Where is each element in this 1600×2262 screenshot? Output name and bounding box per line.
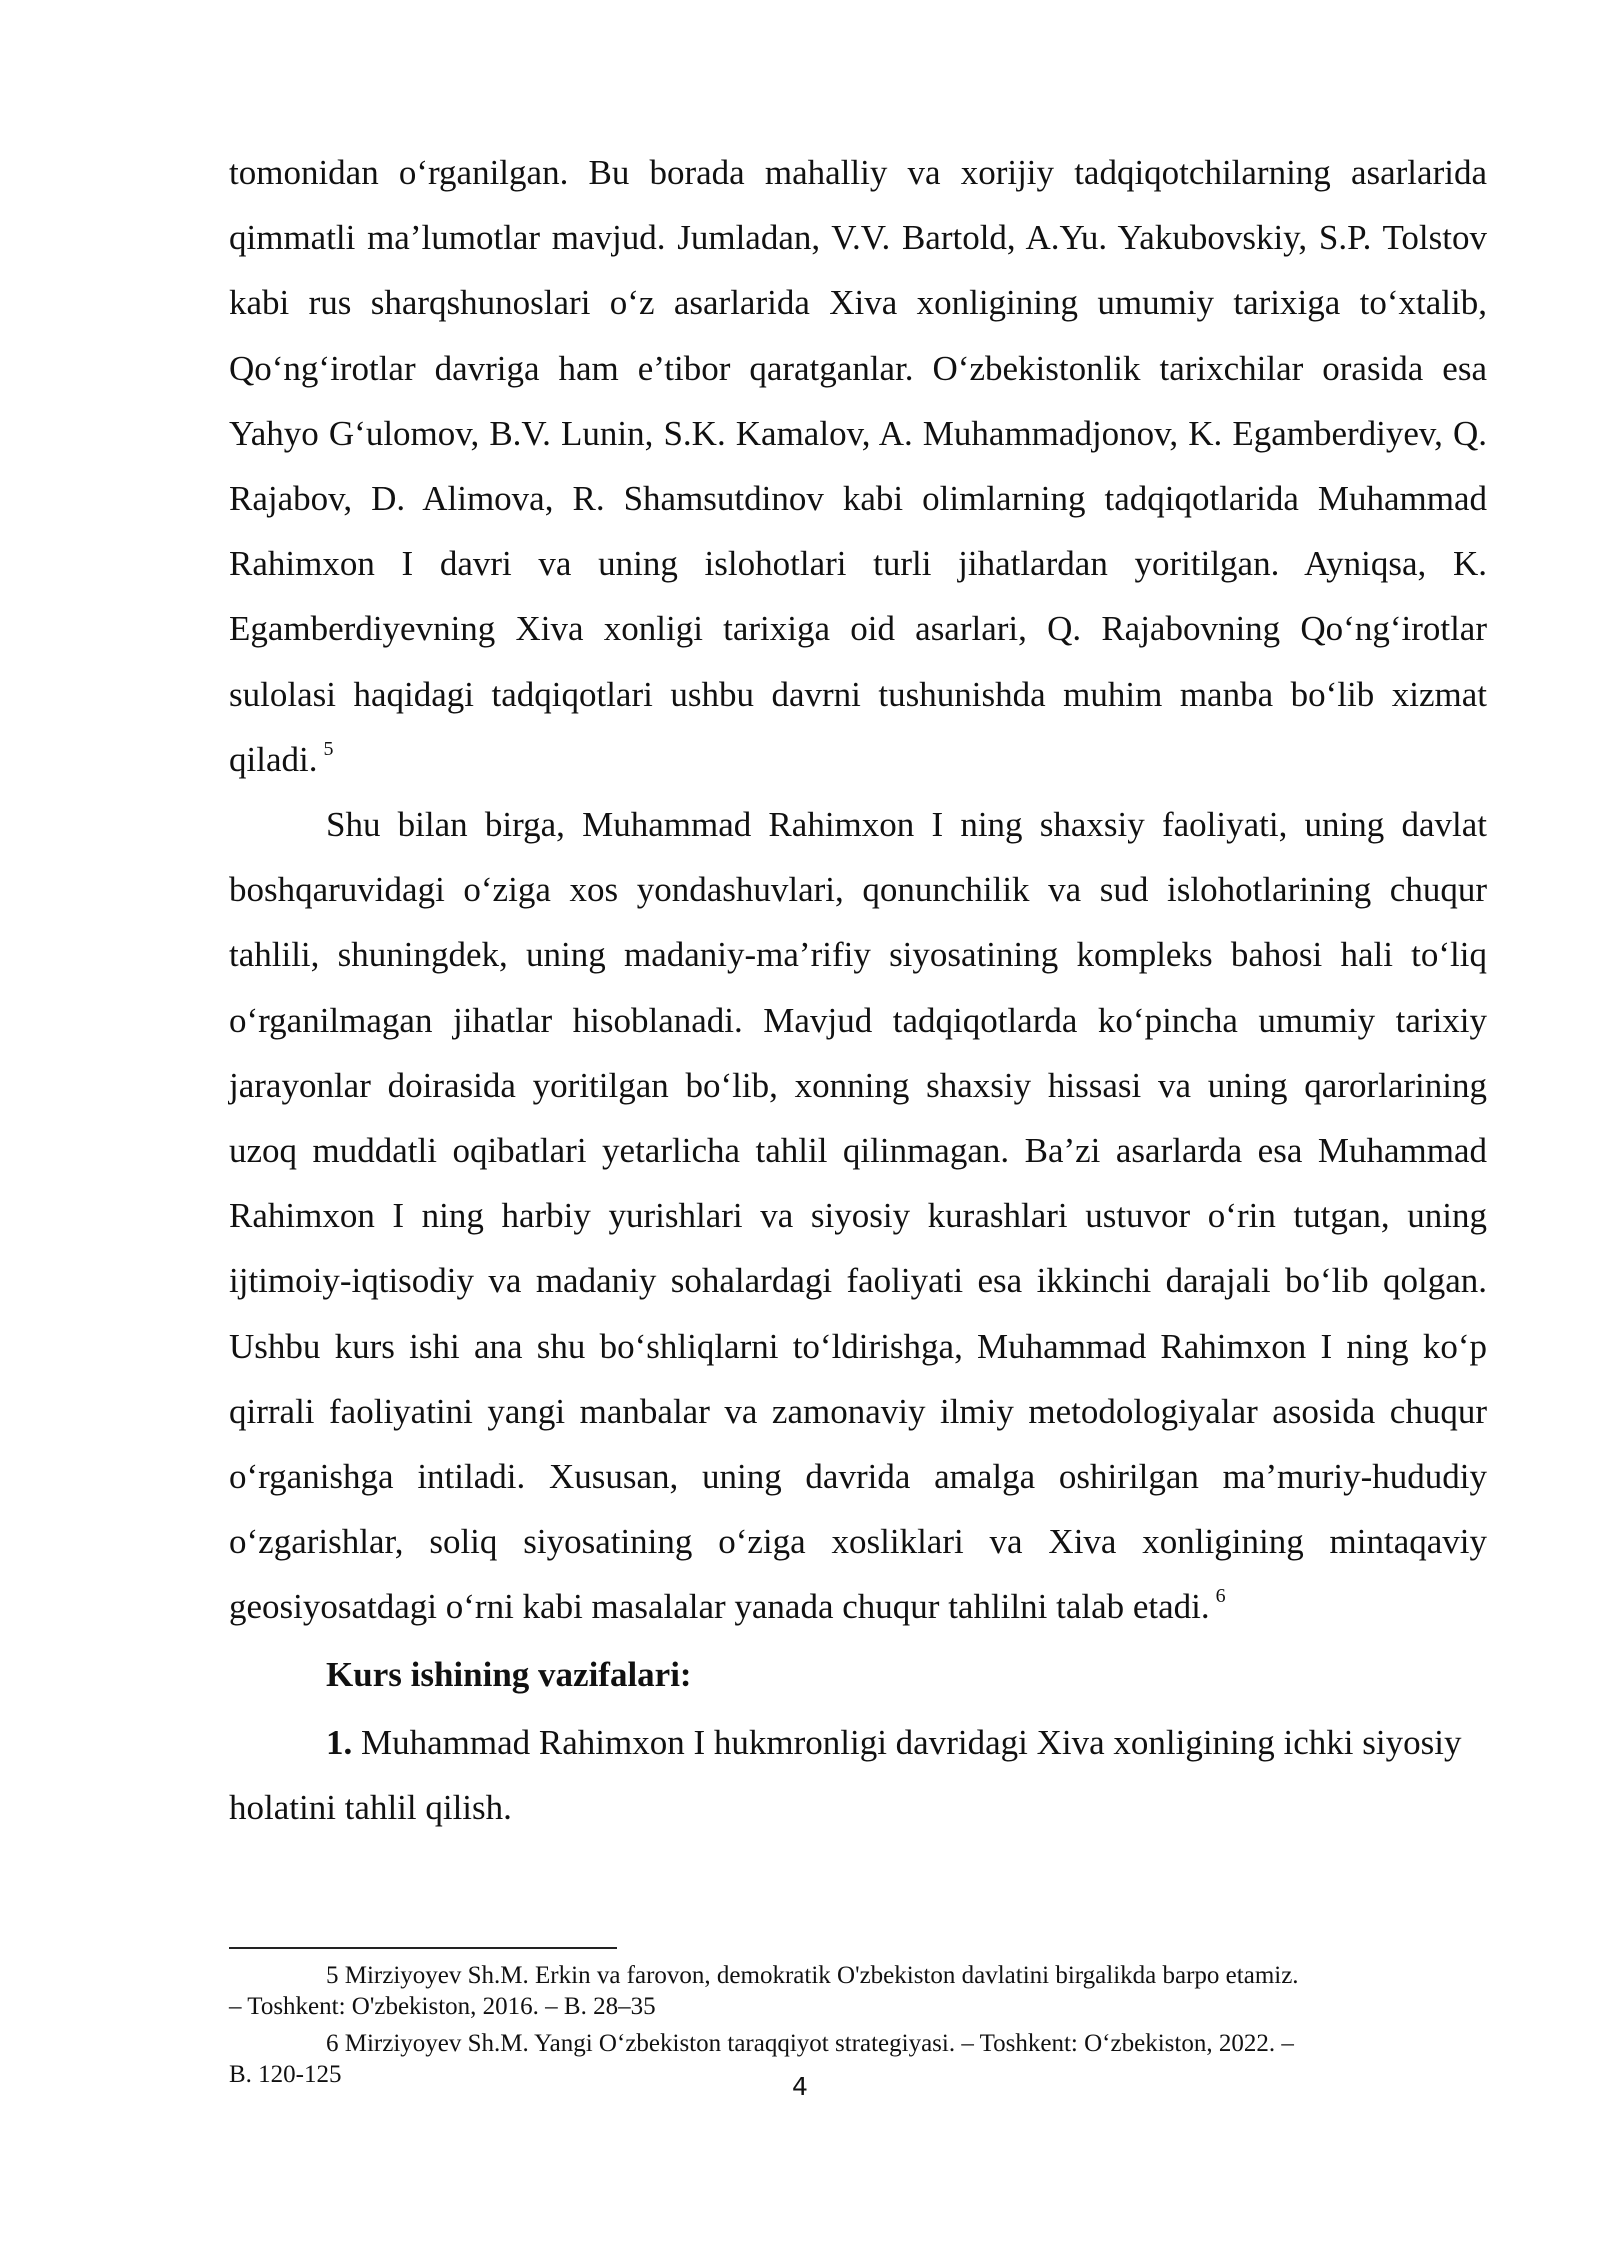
footnote-6-line-2: B. 120-125 — [229, 2061, 342, 2088]
footnote-ref-6[interactable]: 6 — [1215, 1585, 1226, 1608]
paragraph-2-text: Shu bilan birga, Muhammad Rahimxon I ning shaxsiy faoliyati, uning davlat boshqaruvidagi oʻziga xos yondashuvlari, qonunchilik va sud islohotlarining chuqur tahlili, shuningdek, uning madaniy-ma’rifiy siyosatining kompleks bahosi hali toʻliq oʻrganilmagan jihatlar hisoblanadi. Mavjud tadqiqotlarda koʻpincha umumiy tarixiy jarayonlar doirasida yoritilgan boʻlib, xonning shaxsiy hissasi va uning qarorlarining uzoq muddatli oqibatlari yetarlicha tahlil qilinmagan. Ba’zi asarlarda esa Muhammad Rahimxon I ning harbiy yurishlari va siyosiy kurashlari ustuvor oʻrin tutgan, uning ijtimoiy-iqtisodiy va madaniy sohalardagi faoliyati esa ikkinchi darajali boʻlib qolgan. Ushbu kurs ishi ana shu boʻshliqlarni toʻldirishga, Muhammad Rahimxon I ning koʻp qirrali faoliyatini yangi manbalar va zamonaviy ilmiy metodologiyalar asosida chuqur oʻrganishga intiladi. Xususan, uning davrida amalga oshirilgan ma’muriy-hududiy oʻzgarishlar, soliq siyosatining oʻziga xosliklari va Xiva xonligining mintaqaviy geosiyosatdagi oʻrni kabi masalalar yanada chuqur tahlilni talab etadi. — [229, 805, 1487, 1627]
page-number: 4 — [792, 2072, 808, 2101]
paragraph-1 — [229, 140, 1487, 792]
task-item-1 — [229, 1710, 1487, 1840]
task-number: 1. — [326, 1722, 353, 1762]
footnote-5-line-1: 5 Mirziyoyev Sh.M. Erkin va farovon, demokratik O'zbekiston davlatini birgalikda barpo etamiz. — [326, 1962, 1299, 1989]
footnote-5-line-2: – Toshkent: O'zbekiston, 2016. – B. 28–35 — [229, 1993, 656, 2020]
footnote-5 — [229, 1960, 1487, 2022]
footnote-separator — [229, 1947, 617, 1949]
paragraph-2 — [229, 792, 1487, 1640]
footnote-ref-5[interactable]: 5 — [323, 737, 334, 760]
paragraph-1-text: tomonidan oʻrganilgan. Bu borada mahalliy va xorijiy tadqiqotchilarning asarlarida qimmatli ma’lumotlar mavjud. Jumladan, V.V. Bartold, A.Yu. Yakubovskiy, S.P. Tolstov kabi rus sharqshunoslari oʻz asarlarida Xiva xonligining umumiy tarixiga toʻxtalib, Qoʻngʻirotlar davriga ham e’tibor qaratganlar. Oʻzbekistonlik tarixchilar orasida esa Yahyo Gʻulomov, B.V. Lunin, S.K. Kamalov, A. Muhammadjonov, K. Egamberdiyev, Q. Rajabov, D. Alimova, R. Shamsutdinov kabi olimlarning tadqiqotlarida Muhammad Rahimxon I davri va uning islohotlari turli jihatlardan yoritilgan. Ayniqsa, K. Egamberdiyevning Xiva xonligi tarixiga oid asarlari, Q. Rajabovning Qoʻngʻirotlar sulolasi haqidagi tadqiqotlari ushbu davrni tushunishda muhim manba boʻlib xizmat qiladi. — [229, 153, 1487, 779]
task-text: Muhammad Rahimxon I hukmronligi davridagi Xiva xonligining ichki siyosiy holatini tahlil qilish. — [229, 1722, 1462, 1827]
footnote-6-line-1: 6 Mirziyoyev Sh.M. Yangi Oʻzbekiston taraqqiyot strategiyasi. – Toshkent: Oʻzbekiston, 2022. – — [326, 2030, 1294, 2057]
section-heading: Kurs ishining vazifalari: — [326, 1654, 692, 1694]
page-body — [229, 140, 1487, 1840]
